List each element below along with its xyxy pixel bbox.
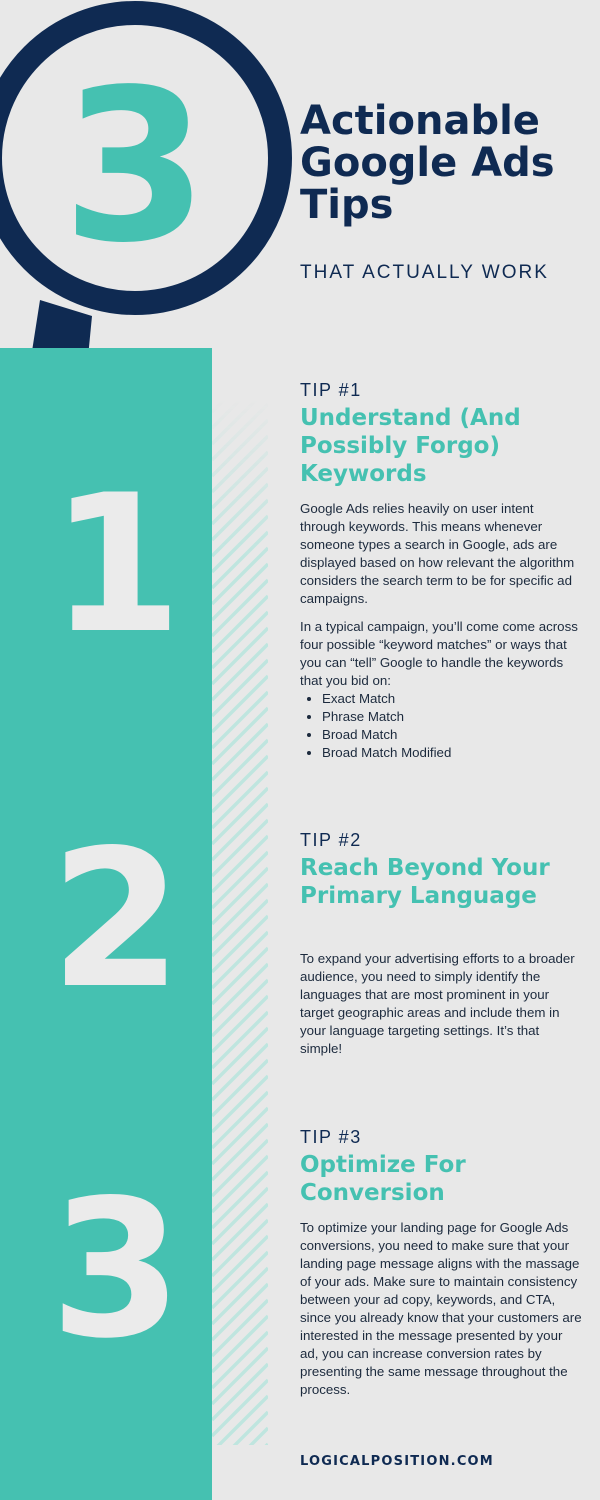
stripe-line [212, 420, 268, 476]
stripe-line [212, 404, 268, 460]
list-item: • Phrase Match [322, 708, 600, 726]
stripe-line [212, 548, 268, 604]
stripe-line [212, 612, 268, 668]
tip-2-label: TIP #2 [300, 830, 362, 850]
stripe-line [212, 1380, 268, 1436]
stripe-line [212, 500, 268, 556]
stripe-line [212, 1156, 268, 1212]
page-subtitle: THAT ACTUALLY WORK [300, 262, 549, 283]
stripe-line [212, 1028, 268, 1084]
stripe-line [212, 516, 268, 572]
stripe-line [212, 900, 268, 956]
stripe-line [212, 1268, 268, 1324]
list-item: • Broad Match [322, 726, 600, 744]
stripe-line [212, 692, 268, 748]
tip-1-heading: Understand (And Possibly Forgo) Keywords [300, 405, 521, 487]
band-number-3: 3 [50, 1159, 183, 1380]
stripe-line [212, 1124, 268, 1180]
stripe-line [212, 1220, 268, 1276]
stripe-line [212, 724, 268, 780]
stripe-line [212, 1316, 268, 1372]
stripe-line [212, 1348, 268, 1404]
stripe-line [212, 660, 268, 716]
stripe-line [212, 580, 268, 636]
stripe-line [212, 436, 268, 492]
stripe-line [212, 596, 268, 652]
stripe-line [212, 948, 268, 1004]
tip-2-paragraph: To expand your advertising efforts to a broader audience, you need to simply identify the languages that are most prominent in your target geographic areas and include them in your language targeting settings. It’s that simple! [300, 951, 575, 1056]
brand-footer: LOGICALPOSITION.COM [300, 1454, 494, 1469]
stripe-line [212, 1252, 268, 1308]
stripe-line [212, 1300, 268, 1356]
stripe-line [212, 756, 268, 812]
stripe-line [212, 1236, 268, 1292]
stripe-line [212, 852, 268, 908]
tip-1-paragraph-1: Google Ads relies heavily on user intent through keywords. This means whenever someone types a search in Google, ads are displayed based on how relevant the algorithm considers the search term to be for specific ad campaigns. [300, 501, 575, 606]
stripe-line [212, 676, 268, 732]
stripe-line [212, 868, 268, 924]
stripe-line [212, 644, 268, 700]
stripe-line [212, 788, 268, 844]
tip-1-label: TIP #1 [300, 380, 362, 400]
diagonal-stripes-decoration [212, 400, 268, 1445]
list-item: • Broad Match Modified [322, 744, 600, 762]
hero-number: 3 [62, 44, 209, 289]
stripe-line [212, 964, 268, 1020]
stripe-line [212, 1108, 268, 1164]
stripe-line [212, 1284, 268, 1340]
stripe-line [212, 1204, 268, 1260]
stripe-line [212, 484, 268, 540]
tip-1-paragraph-2: In a typical campaign, you’ll come come across four possible “keyword matches” or ways that you can “tell” Google to handle the keywords that you bid on: [300, 619, 578, 688]
stripe-line [212, 932, 268, 988]
tip-3-paragraph: To optimize your landing page for Google Ads conversions, you need to make sure that your landing page message aligns with the massage of your ads. Make sure to maintain consistency between your ad copy, keywords, and CTA, since you already know that your customers are interested in the message presented by your ad, you can increase conversion rates by presenting the same message throughout the process. [300, 1220, 582, 1397]
stripe-line [212, 1092, 268, 1148]
stripe-line [212, 468, 268, 524]
stripe-line [212, 772, 268, 828]
stripe-line [212, 836, 268, 892]
stripe-line [212, 1060, 268, 1116]
stripe-line [212, 884, 268, 940]
band-number-1: 1 [50, 454, 183, 675]
stripe-line [212, 1364, 268, 1420]
page-title: Actionable Google Ads Tips [300, 98, 555, 228]
stripe-line [212, 452, 268, 508]
stripe-line [212, 980, 268, 1036]
keyword-match-list [300, 690, 600, 762]
stripe-line [212, 804, 268, 860]
stripe-line [212, 564, 268, 620]
tip-3-label: TIP #3 [300, 1127, 362, 1147]
stripe-line [212, 1012, 268, 1068]
tip-2-heading: Reach Beyond Your Primary Language [300, 855, 550, 909]
tip-3-heading: Optimize For Conversion [300, 1152, 466, 1206]
stripe-line [212, 1172, 268, 1228]
stripe-line [212, 996, 268, 1052]
list-item: • Exact Match [322, 690, 600, 708]
stripe-line [212, 628, 268, 684]
stripe-line [212, 1044, 268, 1100]
stripe-line [212, 532, 268, 588]
stripe-line [212, 708, 268, 764]
stripe-line [212, 1140, 268, 1196]
stripe-line [212, 916, 268, 972]
stripe-line [212, 740, 268, 796]
band-number-2: 2 [50, 809, 183, 1030]
stripe-line [212, 1076, 268, 1132]
stripe-line [212, 1188, 268, 1244]
stripe-line [212, 1332, 268, 1388]
stripe-line [212, 820, 268, 876]
